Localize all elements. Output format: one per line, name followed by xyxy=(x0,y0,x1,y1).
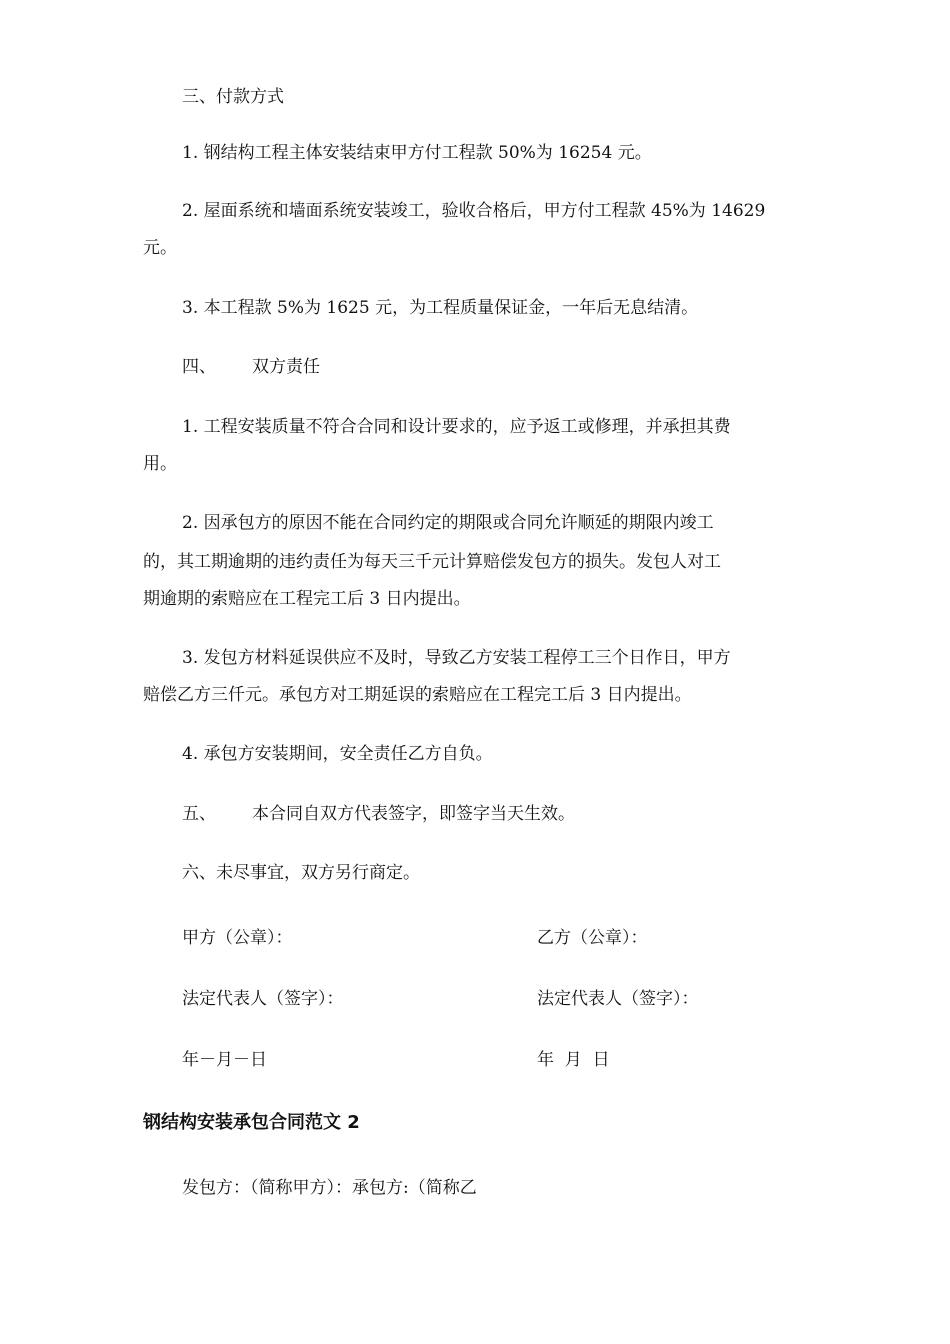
party-b-seal-label: 乙方（公章）： xyxy=(537,928,648,948)
payment-clause-1: 1. 钢结构工程主体安装结束甲方付工程款 50%为 16254 元。 xyxy=(182,143,652,163)
responsibility-clause-2-line-1: 2. 因承包方的原因不能在合同约定的期限或合同允许顺延的期限内竣工 xyxy=(182,513,714,533)
payment-clause-2-line-2: 元。 xyxy=(143,238,177,258)
responsibility-clause-3-line-1: 3. 发包方材料延误供应不及时，导致乙方安装工程停工三个日作日，甲方 xyxy=(182,648,731,668)
section-6: 六、未尽事宜，双方另行商定。 xyxy=(182,863,420,883)
responsibility-clause-1-line-1: 1. 工程安装质量不符合合同和设计要求的，应予返工或修理，并承担其费 xyxy=(182,417,731,437)
payment-clause-3: 3. 本工程款 5%为 1625 元，为工程质量保证金，一年后无息结清。 xyxy=(182,298,699,318)
payment-clause-2-line-1: 2. 屋面系统和墙面系统安装竣工，验收合格后，甲方付工程款 45%为 14629 xyxy=(182,201,766,221)
contract-2-heading: 钢结构安装承包合同范文 2 xyxy=(143,1112,360,1133)
party-a-representative-label: 法定代表人（签字）： xyxy=(182,989,344,1009)
responsibility-clause-3-line-2: 赔偿乙方三仟元。承包方对工期延误的索赔应在工程完工后 3 日内提出。 xyxy=(143,685,692,705)
section-5-number: 五、 xyxy=(182,804,216,824)
party-b-date: 年 月 日 xyxy=(537,1050,610,1070)
responsibility-clause-2-line-3: 期逾期的索赔应在工程完工后 3 日内提出。 xyxy=(143,589,471,609)
section-3-title: 三、付款方式 xyxy=(182,87,284,107)
section-4-title xyxy=(182,349,862,385)
section-4-number: 四、 xyxy=(182,357,216,377)
section-5 xyxy=(182,796,862,832)
responsibility-clause-2-line-2: 的，其工期逾期的违约责任为每天三千元计算赔偿发包方的损失。发包人对工 xyxy=(143,552,721,572)
contract-2-parties-line: 发包方：（简称甲方）：承包方:（简称乙 xyxy=(182,1178,477,1198)
party-b-representative-label: 法定代表人（签字）： xyxy=(537,989,699,1009)
party-a-date: 年－月－日 xyxy=(182,1050,267,1070)
section-5-text: 本合同自双方代表签字，即签字当天生效。 xyxy=(252,804,575,824)
section-4-label: 双方责任 xyxy=(252,357,320,377)
responsibility-clause-4: 4. 承包方安装期间，安全责任乙方自负。 xyxy=(182,744,493,764)
responsibility-clause-1-line-2: 用。 xyxy=(143,454,177,474)
party-a-seal-label: 甲方（公章）： xyxy=(182,928,293,948)
